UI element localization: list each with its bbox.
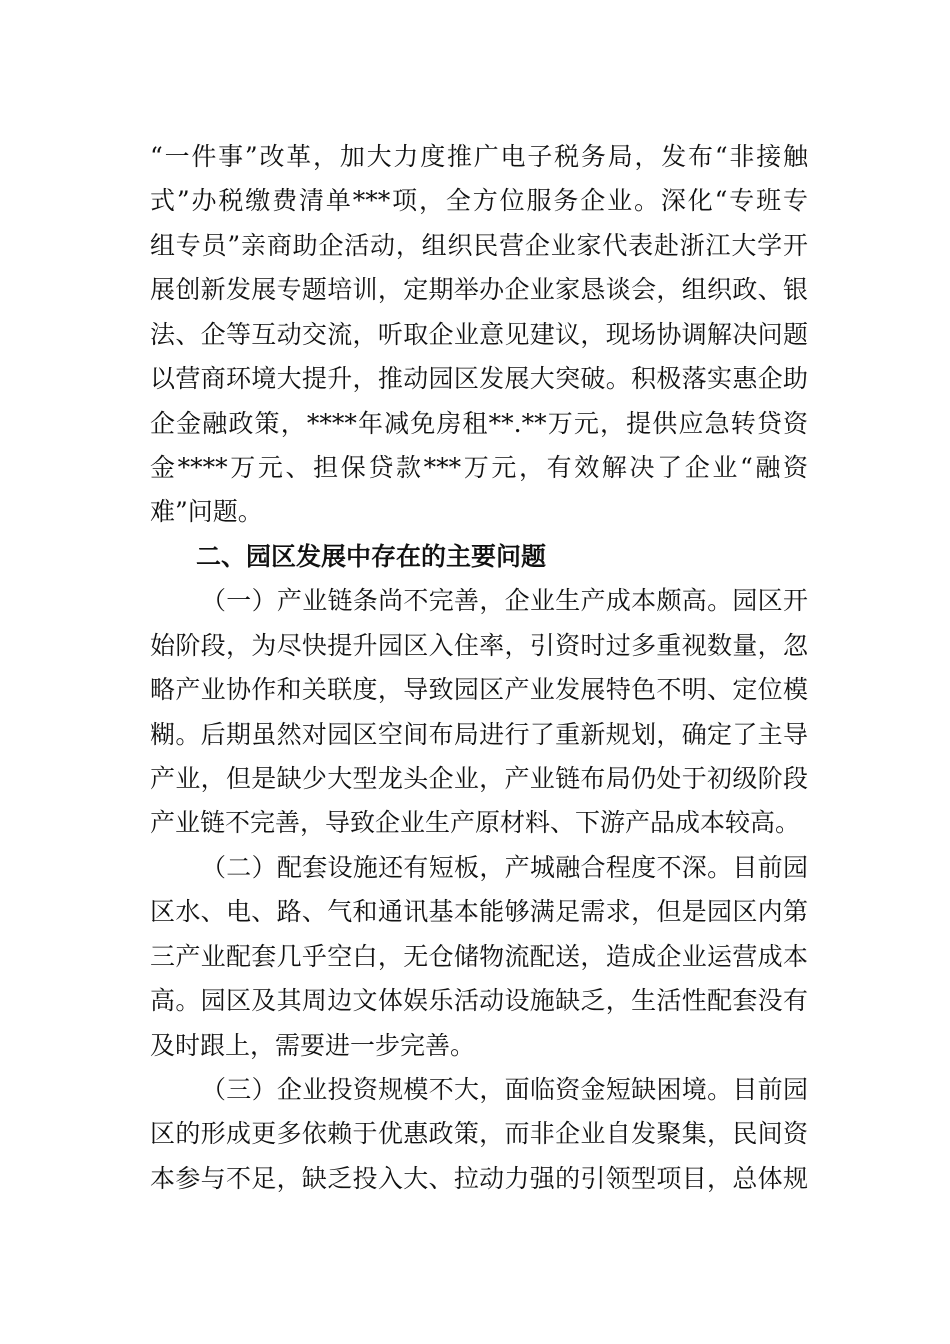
paragraph-line: 展创新发展专题培训，定期举办企业家恳谈会，组织政、银 xyxy=(150,275,808,305)
paragraph-line: 区的形成更多依赖于优惠政策，而非企业自发聚集，民间资 xyxy=(150,1119,808,1149)
paragraph-line: 始阶段，为尽快提升园区入住率，引资时过多重视数量，忽 xyxy=(150,630,808,660)
paragraph-line: 区水、电、路、气和通讯基本能够满足需求，但是园区内第 xyxy=(150,897,808,927)
paragraph-line: 高。园区及其周边文体娱乐活动设施缺乏，生活性配套没有 xyxy=(150,986,808,1016)
heading-text: 二、园区发展中存在的主要问题 xyxy=(196,541,547,571)
paragraph-line: （三）企业投资规模不大，面临资金短缺困境。目前园 xyxy=(201,1075,808,1105)
paragraph-line: 难”问题。 xyxy=(150,497,263,527)
paragraph-line: 略产业协作和关联度，导致园区产业发展特色不明、定位模 xyxy=(150,675,808,705)
paragraph-line: 以营商环境大提升，推动园区发展大突破。积极落实惠企助 xyxy=(150,364,808,394)
paragraph-line: 本参与不足，缺乏投入大、拉动力强的引领型项目，总体规 xyxy=(150,1163,808,1193)
paragraph-line: 及时跟上，需要进一步完善。 xyxy=(150,1030,476,1060)
paragraph-line: 法、企等互动交流，听取企业意见建议，现场协调解决问题 xyxy=(150,319,808,349)
paragraph-line: 企金融政策，****年减免房租**.**万元，提供应急转贷资 xyxy=(150,408,808,438)
paragraph-line: 产业，但是缺少大型龙头企业，产业链布局仍处于初级阶段 xyxy=(150,764,808,794)
paragraph-line: 组专员”亲商助企活动，组织民营企业家代表赴浙江大学开 xyxy=(150,230,808,260)
paragraph-line: 金****万元、担保贷款***万元，有效解决了企业“融资 xyxy=(150,453,808,482)
paragraph-line: （二）配套设施还有短板，产城融合程度不深。目前园 xyxy=(201,852,808,882)
paragraph-line: （一）产业链条尚不完善，企业生产成本颇高。园区开 xyxy=(201,586,808,616)
paragraph-line: 产业链不完善，导致企业生产原材料、下游产品成本较高。 xyxy=(150,808,801,838)
paragraph-line: 三产业配套几乎空白，无仓储物流配送，造成企业运营成本 xyxy=(150,941,808,971)
paragraph-line: “一件事”改革，加大力度推广电子税务局，发布“非接触 xyxy=(150,142,808,171)
paragraph-line: 糊。后期虽然对园区空间布局进行了重新规划，确定了主导 xyxy=(150,719,808,749)
paragraph-line: 式”办税缴费清单***项，全方位服务企业。深化“专班专 xyxy=(150,186,808,216)
